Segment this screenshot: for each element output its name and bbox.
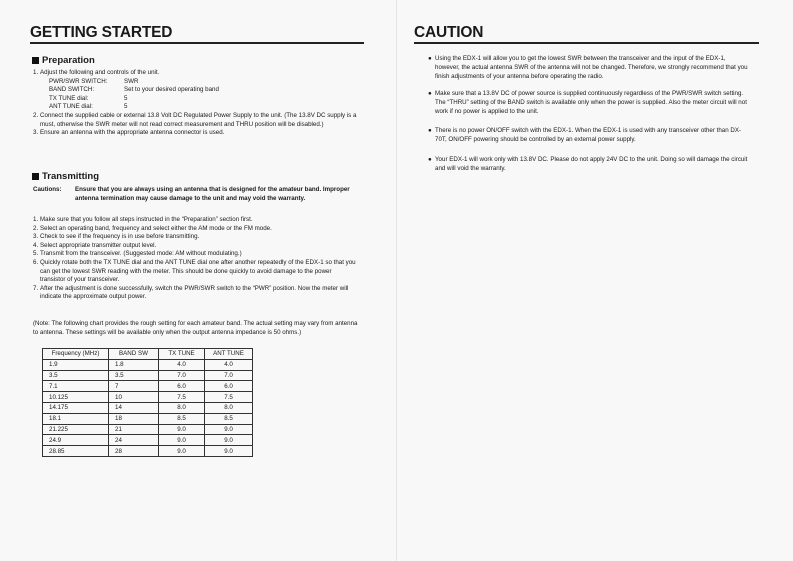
preparation-heading-text: Preparation: [42, 55, 95, 66]
table-row: [43, 446, 253, 457]
control-setting: ANT TUNE dial: 5: [49, 103, 128, 111]
caution-bullet: ● Using the EDX-1 will allow you to get the lowest SWR between the transceiver and the input of the EDX-1, however, the actual antenna SWR of the antenna will not be changed. Therefore, we strongly recommend that you finish adjustments of your antenna before operating the radio.: [428, 55, 748, 80]
list-item: 2. Connect the supplied cable or external 13.8 Volt DC Regulated Power Supply to the unit. (The 13.8V DC supply is a must, otherwise the SWR meter will not read correct measurement and THRU position will be disabled.): [33, 111, 357, 128]
chart-note: (Note: The following chart provides the rough setting for each amateur band. The actual setting may vary from antenna to antenna. These settings will be available only when the output antenna impedance is 50 ohms.): [33, 320, 358, 336]
table-row: [43, 413, 253, 424]
preparation-heading: [32, 55, 95, 66]
caution-text: Ensure that you are always using an antenna that is designed for the amateur band. Improper antenna termination may cause damage to the unit and may void the warranty.: [75, 186, 350, 202]
caution-bullet: ● Make sure that a 13.8V DC of power source is supplied continuously regardless of the PWR/SWR switch setting. The “THRU” setting of the BAND switch is available only when the power is supplied. Also the meter circuit will not work if no power is applied to the unit.: [428, 90, 747, 115]
table-cell: 1.8: [109, 359, 159, 370]
table-cell: 7.0: [159, 370, 205, 381]
list-item: 1. Adjust the following and controls of the unit.: [33, 69, 160, 76]
list-item: 2. Select an operating band, frequency and select either the AM mode or the FM mode.: [33, 224, 272, 232]
list-item: 3. Check to see if the frequency is in use before transmitting.: [33, 233, 200, 241]
right-page: [397, 0, 793, 561]
table-row: [43, 381, 253, 392]
table-cell: 24: [109, 435, 159, 446]
table-cell: 18.1: [43, 413, 109, 424]
title-rule-left: [30, 42, 364, 44]
transmitting-heading: [32, 171, 99, 182]
table-row: [43, 402, 253, 413]
table-cell: 14.175: [43, 402, 109, 413]
table-row: [43, 392, 253, 403]
column-header: BAND SW: [109, 349, 159, 360]
bullet-dot-icon: ●: [428, 127, 432, 134]
caution-label: Cautions:: [33, 186, 62, 193]
table-cell: 9.0: [159, 424, 205, 435]
table-cell: 9.0: [205, 435, 253, 446]
table-cell: 8.0: [205, 402, 253, 413]
square-bullet-icon: [32, 173, 39, 180]
table-row: [43, 435, 253, 446]
table-cell: 28.85: [43, 446, 109, 457]
table-row: [43, 359, 253, 370]
table-row: [43, 370, 253, 381]
transmitting-caution: [33, 186, 357, 203]
column-header: ANT TUNE: [205, 349, 253, 360]
table-cell: 10: [109, 392, 159, 403]
square-bullet-icon: [32, 57, 39, 64]
transmitting-heading-text: Transmitting: [42, 171, 100, 182]
table-cell: 24.9: [43, 435, 109, 446]
table-cell: 21.225: [43, 424, 109, 435]
table-cell: 1.9: [43, 359, 109, 370]
column-header: Frequency (MHz): [43, 349, 109, 360]
table-cell: 7.5: [205, 392, 253, 403]
bullet-dot-icon: ●: [428, 90, 432, 97]
table-cell: 8.5: [205, 413, 253, 424]
table-cell: 4.0: [205, 359, 253, 370]
column-header: TX TUNE: [159, 349, 205, 360]
table-cell: 9.0: [205, 424, 253, 435]
getting-started-title: GETTING STARTED: [30, 24, 173, 41]
table-cell: 8.0: [159, 402, 205, 413]
bullet-dot-icon: ●: [428, 55, 432, 62]
table-cell: 3.5: [43, 370, 109, 381]
table-cell: 14: [109, 402, 159, 413]
control-setting: TX TUNE dial: 5: [49, 94, 128, 102]
list-item: 6. Quickly rotate both the TX TUNE dial and the ANT TUNE dial one after another repeatedly of the EDX-1 so that you can get the lowest SWR reading with the meter. This should be done quickly to avoid damage to the power transistor of your transceiver.: [33, 258, 356, 284]
caution-bullet: ● Your EDX-1 will work only with 13.8V DC. Please do not apply 24V DC to the unit. Doing so will damage the circuit and will void the warranty.: [428, 156, 748, 172]
list-item: 5. Transmit from the transceiver. (Suggested mode: AM without modulating.): [33, 250, 242, 258]
table-cell: 21: [109, 424, 159, 435]
list-item: 4. Select appropriate transmitter output level.: [33, 241, 157, 249]
band-settings-table: [42, 348, 253, 457]
table-cell: 7.5: [159, 392, 205, 403]
table-cell: 9.0: [159, 446, 205, 457]
table-cell: 6.0: [159, 381, 205, 392]
transmitting-list: [33, 216, 358, 302]
table-cell: 6.0: [205, 381, 253, 392]
table-row: [43, 424, 253, 435]
preparation-list: [33, 69, 358, 138]
table-header-row: [43, 349, 253, 360]
table-cell: 9.0: [205, 446, 253, 457]
table-cell: 28: [109, 446, 159, 457]
list-item: 3. Ensure an antenna with the appropriate antenna connector is used.: [33, 129, 225, 137]
control-setting: PWR/SWR SWITCH: SWR: [49, 77, 139, 85]
control-setting: BAND SWITCH: Set to your desired operating band: [49, 86, 219, 94]
table-cell: 7.1: [43, 381, 109, 392]
table-cell: 10.125: [43, 392, 109, 403]
list-item: 1. Make sure that you follow all steps instructed in the “Preparation” section first.: [33, 216, 253, 223]
caution-title: CAUTION: [414, 24, 484, 41]
table-cell: 9.0: [159, 435, 205, 446]
table-cell: 8.5: [159, 413, 205, 424]
table-cell: 7.0: [205, 370, 253, 381]
caution-bullet: ● There is no power ON/OFF switch with the EDX-1. When the EDX-1 is used with any transceiver other than DX-70T, ON/OFF powering should be controlled by an external power supply.: [428, 127, 742, 143]
list-item: 7. After the adjustment is done successfully, switch the PWR/SWR switch to the “PWR” position. Now the meter will indicate the approximate output power.: [33, 284, 349, 301]
table-cell: 3.5: [109, 370, 159, 381]
table-body: [43, 359, 253, 456]
title-rule-right: [414, 42, 759, 44]
page-gutter: [396, 0, 397, 561]
table-cell: 18: [109, 413, 159, 424]
table-cell: 4.0: [159, 359, 205, 370]
bullet-dot-icon: ●: [428, 156, 432, 163]
table-cell: 7: [109, 381, 159, 392]
